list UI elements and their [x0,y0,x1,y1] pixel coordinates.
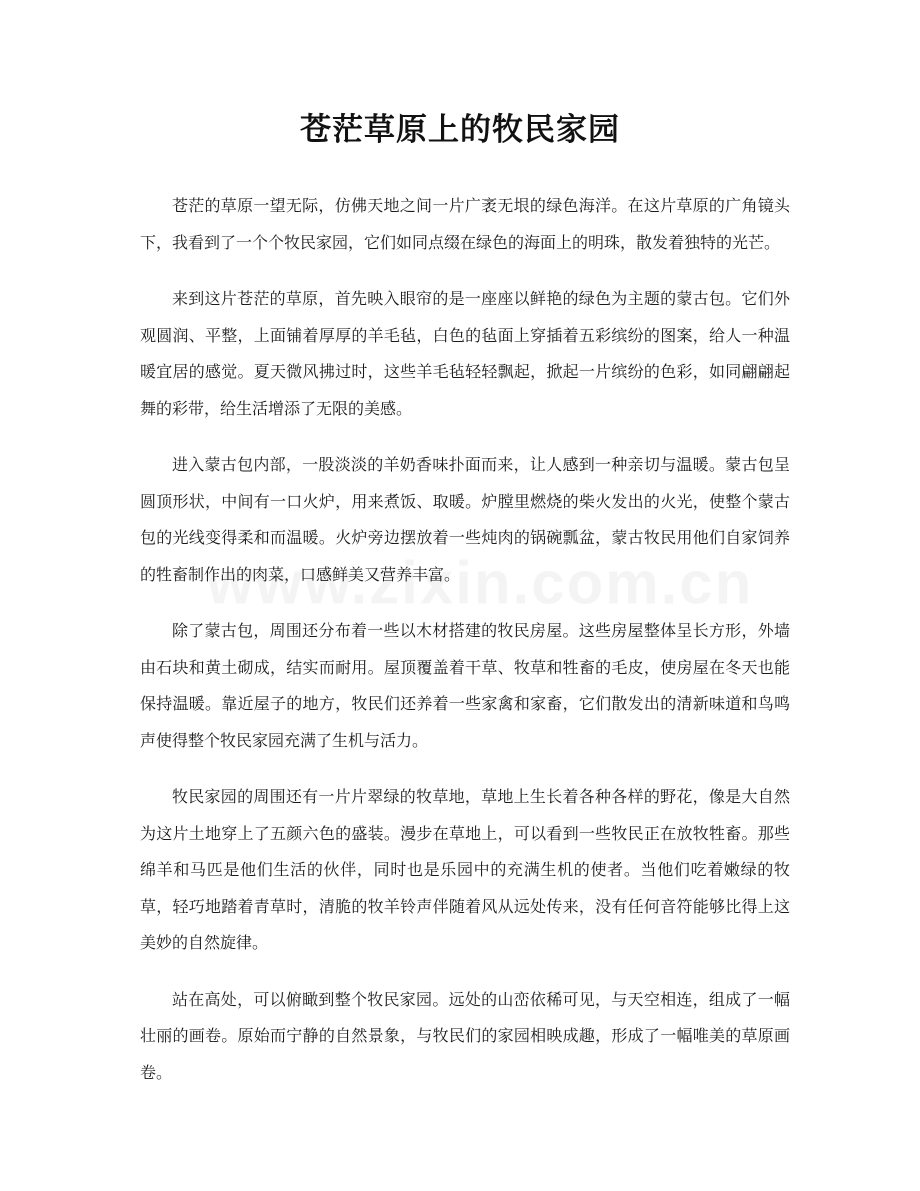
paragraph-3: 进入蒙古包内部，一股淡淡的羊奶香味扑面而来，让人感到一种亲切与温暖。蒙古包呈圆顶形状，中间有一口火炉，用来煮饭、取暖。炉膛里燃烧的柴火发出的火光，使整个蒙古包的光线变得柔和而温暖。火炉旁边摆放着一些炖肉的锅碗瓢盆，蒙古牧民用他们自家饲养的牲畜制作出的肉菜，口感鲜美又营养丰富。 [140,455,790,584]
paragraph-4: 除了蒙古包，周围还分布着一些以木材搭建的牧民房屋。这些房屋整体呈长方形，外墙由石块和黄土砌成，结实而耐用。屋顶覆盖着干草、牧草和牲畜的毛皮，使房屋在冬天也能保持温暖。靠近屋子的地方，牧民们还养着一些家禽和家畜，它们散发出的清新味道和鸟鸣声使得整个牧民家园充满了生机与活力。 [140,621,790,750]
paragraph-2: 来到这片苍茫的草原，首先映入眼帘的是一座座以鲜艳的绿色为主题的蒙古包。它们外观圆润、平整，上面铺着厚厚的羊毛毡，白色的毡面上穿插着五彩缤纷的图案，给人一种温暖宜居的感觉。夏天微风拂过时，这些羊毛毡轻轻飘起，掀起一片缤纷的色彩，如同翩翩起舞的彩带，给生活增添了无限的美感。 [140,289,790,418]
paragraph-5: 牧民家园的周围还有一片片翠绿的牧草地，草地上生长着各种各样的野花，像是大自然为这片土地穿上了五颜六色的盛装。漫步在草地上，可以看到一些牧民正在放牧牲畜。那些绵羊和马匹是他们生活的伙伴，同时也是乐园中的充满生机的使者。当他们吃着嫩绿的牧草，轻巧地踏着青草时，清脆的牧羊铃声伴随着风从远处传来，没有任何音符能够比得上这美妙的自然旋律。 [140,787,790,952]
document-title: 苍茫草原上的牧民家园 [300,112,620,148]
paragraph-6: 站在高处，可以俯瞰到整个牧民家园。远处的山峦依稀可见，与天空相连，组成了一幅壮丽的画卷。原始而宁静的自然景象，与牧民们的家园相映成趣，形成了一幅唯美的草原画卷。 [140,989,790,1082]
paragraph-1: 苍茫的草原一望无际，仿佛天地之间一片广袤无垠的绿色海洋。在这片草原的广角镜头下，我看到了一个个牧民家园，它们如同点缀在绿色的海面上的明珠，散发着独特的光芒。 [140,196,790,252]
